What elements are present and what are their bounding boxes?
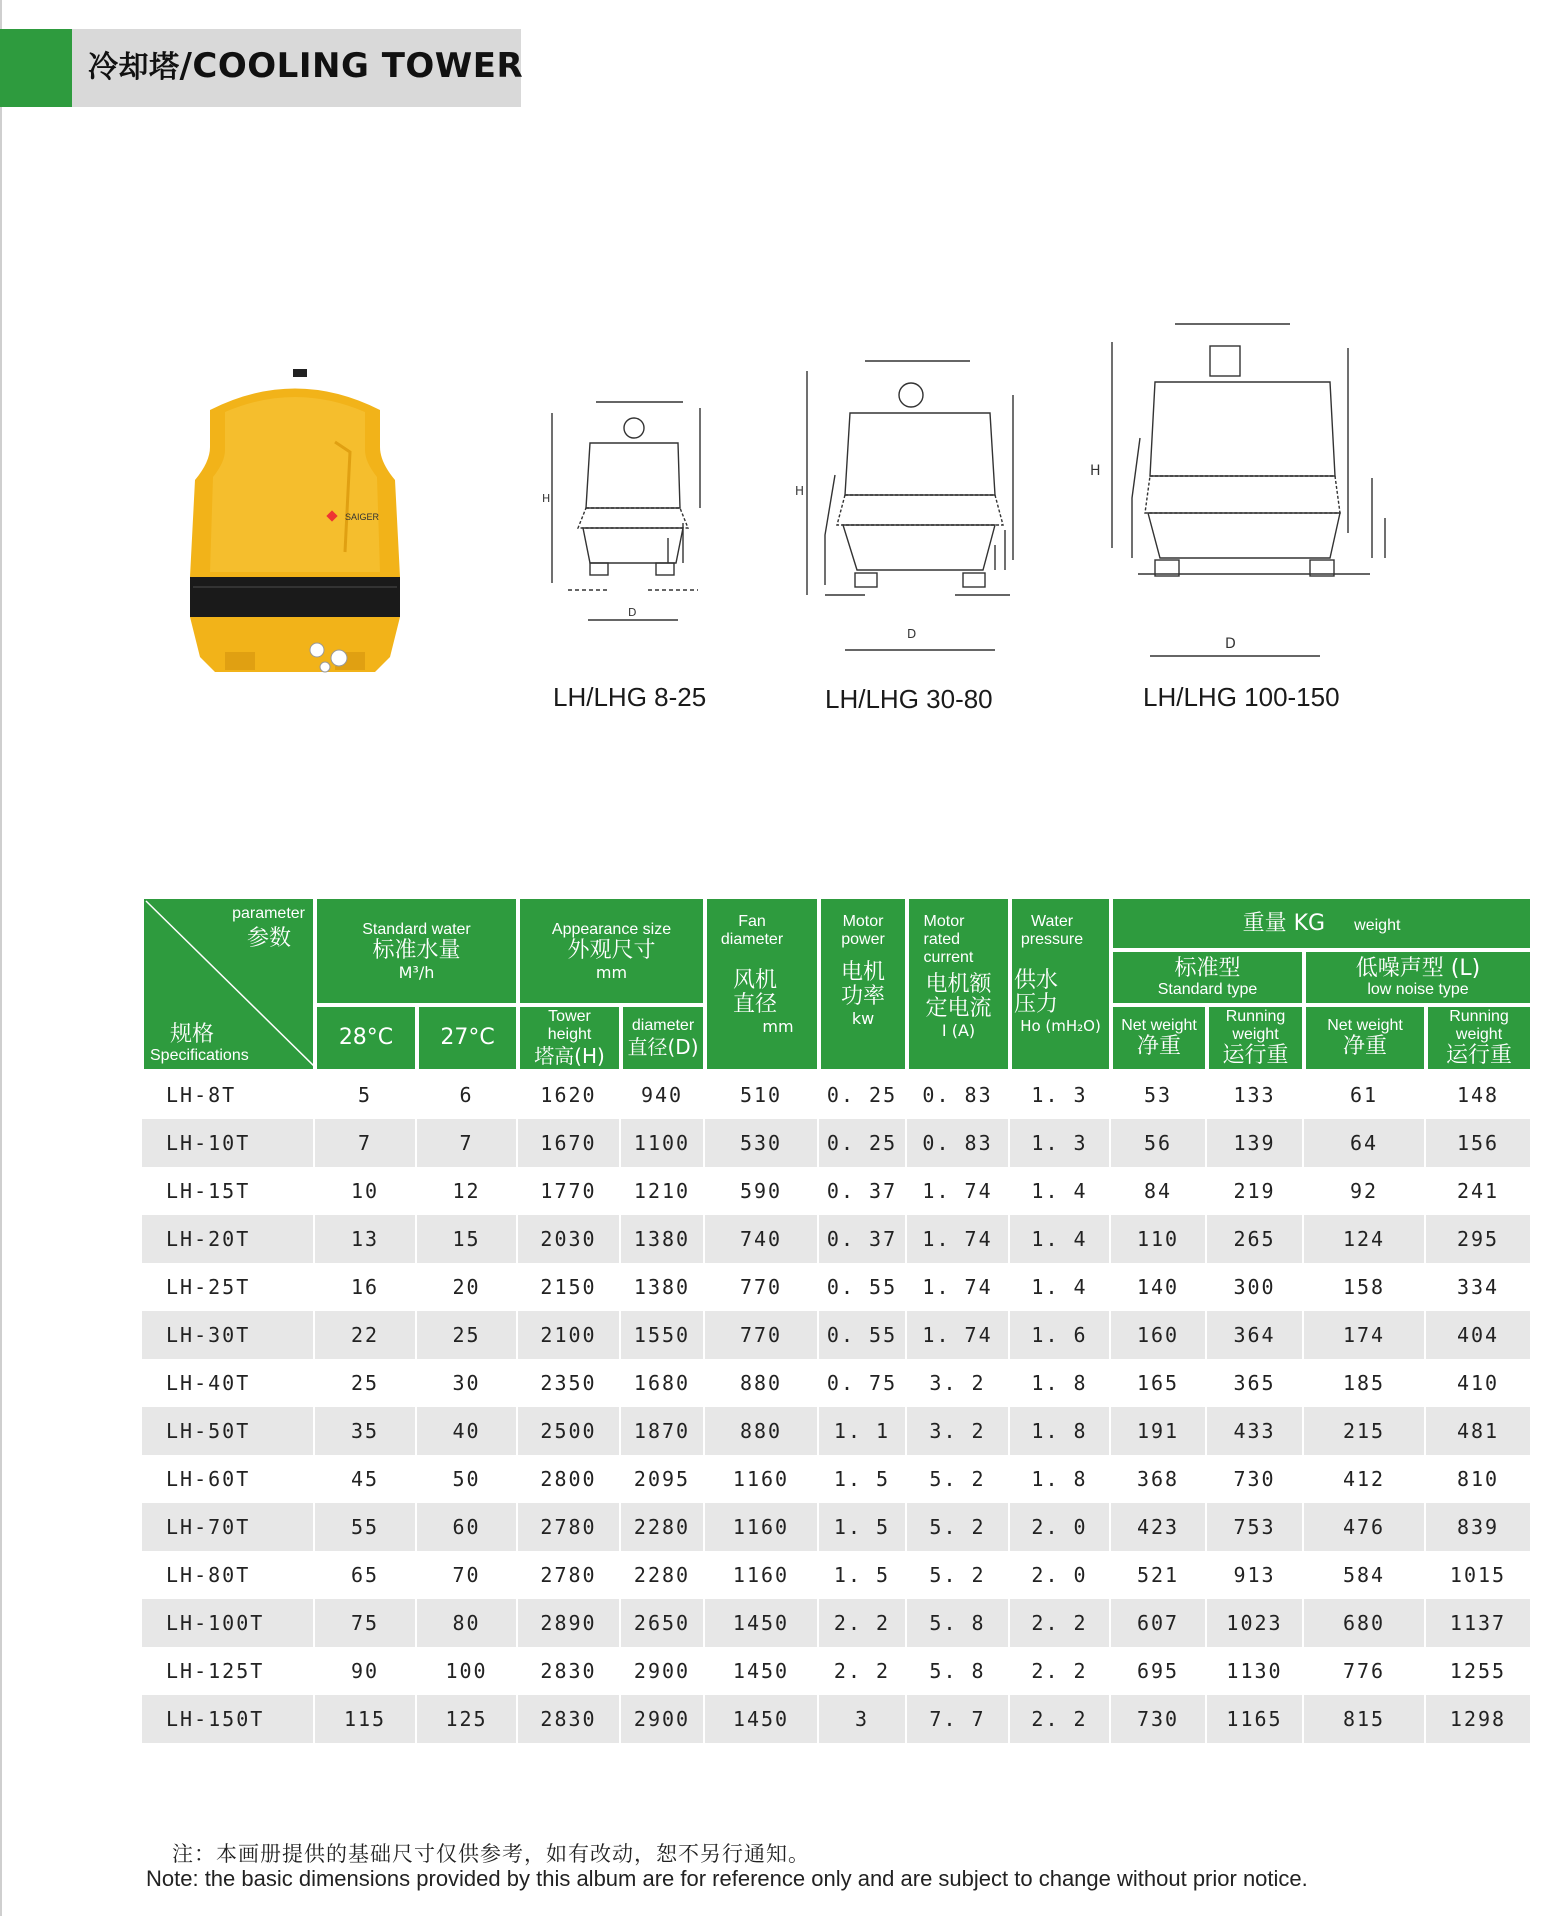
model-cell: LH-20T — [142, 1215, 315, 1263]
table-cell: 2800 — [518, 1455, 621, 1503]
ln-running-weight-en: Running weight — [1449, 1008, 1509, 1044]
water-pressure-unit: Ho (mH₂O) — [1020, 1017, 1101, 1035]
water-pressure-en: Water pressure — [1020, 913, 1084, 948]
table-cell: 839 — [1426, 1503, 1532, 1551]
model-cell: LH-10T — [142, 1119, 315, 1167]
weight-cn: 重量 KG — [1242, 910, 1326, 936]
height-label: H — [795, 484, 805, 498]
table-cell: 3 — [819, 1695, 907, 1743]
diagram-label-small: LH/LHG 8-25 — [553, 682, 707, 712]
table-cell: 1450 — [705, 1647, 819, 1695]
spec-label-cn: 规格 — [170, 1022, 215, 1047]
table-cell: 1870 — [621, 1407, 705, 1455]
table-row — [142, 1551, 1532, 1599]
table-cell: 15 — [417, 1215, 518, 1263]
standard-water-en: Standard water — [362, 920, 471, 938]
table-cell: 1160 — [705, 1503, 819, 1551]
table-cell: 364 — [1207, 1311, 1304, 1359]
table-cell: 334 — [1426, 1263, 1532, 1311]
table-cell: 10 — [315, 1167, 417, 1215]
motor-power-unit: kw — [851, 1009, 875, 1028]
table-cell: 940 — [621, 1071, 705, 1119]
table-cell: 0. 75 — [819, 1359, 907, 1407]
low-noise-en: low noise type — [1367, 980, 1469, 998]
table-cell: 530 — [705, 1119, 819, 1167]
model-cell: LH-125T — [142, 1647, 315, 1695]
page-title — [88, 46, 523, 86]
standard-water-unit: M³/h — [398, 962, 435, 982]
page-border — [0, 0, 2, 1916]
table-cell: 70 — [417, 1551, 518, 1599]
std-running-weight-header — [1207, 1005, 1304, 1071]
std-running-weight-cn: 运行重 — [1222, 1043, 1289, 1069]
table-cell: 7. 7 — [907, 1695, 1010, 1743]
table-cell: 590 — [705, 1167, 819, 1215]
table-cell: 16 — [315, 1263, 417, 1311]
model-cell: LH-80T — [142, 1551, 315, 1599]
ln-net-weight-en: Net weight — [1327, 1017, 1403, 1035]
table-cell: 481 — [1426, 1407, 1532, 1455]
table-cell: 156 — [1426, 1119, 1532, 1167]
table-cell: 1. 8 — [1010, 1407, 1111, 1455]
table-cell: 3. 2 — [907, 1359, 1010, 1407]
table-cell: 810 — [1426, 1455, 1532, 1503]
table-cell: 1023 — [1207, 1599, 1304, 1647]
table-cell: 1. 5 — [819, 1503, 907, 1551]
table-cell: 1100 — [621, 1119, 705, 1167]
motor-power-header — [819, 897, 907, 1071]
table-cell: 423 — [1111, 1503, 1207, 1551]
table-cell: 913 — [1207, 1551, 1304, 1599]
table-cell: 12 — [417, 1167, 518, 1215]
appearance-unit: mm — [595, 962, 628, 982]
fan-unit: mm — [762, 1017, 794, 1036]
appearance-cn: 外观尺寸 — [567, 937, 656, 963]
table-cell: 40 — [417, 1407, 518, 1455]
table-cell: 1. 6 — [1010, 1311, 1111, 1359]
table-cell: 55 — [315, 1503, 417, 1551]
motor-current-en: Motor rated current — [923, 913, 974, 966]
table-cell: 1. 4 — [1010, 1167, 1111, 1215]
param-label-en: parameter — [232, 905, 305, 922]
table-cell: 265 — [1207, 1215, 1304, 1263]
table-cell: 815 — [1304, 1695, 1426, 1743]
table-cell: 1680 — [621, 1359, 705, 1407]
tower-height-cn: 塔高(H) — [534, 1044, 605, 1069]
table-cell: 584 — [1304, 1551, 1426, 1599]
diameter-label: D — [907, 627, 917, 641]
table-row — [142, 1503, 1532, 1551]
table-cell: 90 — [315, 1647, 417, 1695]
table-cell: 730 — [1207, 1455, 1304, 1503]
table-row — [142, 1455, 1532, 1503]
std-net-weight-header — [1111, 1005, 1207, 1071]
table-cell: 1670 — [518, 1119, 621, 1167]
table-cell: 92 — [1304, 1167, 1426, 1215]
table-cell: 84 — [1111, 1167, 1207, 1215]
table-cell: 5. 2 — [907, 1551, 1010, 1599]
table-cell: 1015 — [1426, 1551, 1532, 1599]
table-cell: 1298 — [1426, 1695, 1532, 1743]
table-cell: 770 — [705, 1263, 819, 1311]
table-cell: 1. 4 — [1010, 1263, 1111, 1311]
ln-net-weight-header — [1304, 1005, 1426, 1071]
table-cell: 1380 — [621, 1215, 705, 1263]
fan-en: Fan diameter — [720, 913, 784, 948]
diagram-large-tower — [1090, 318, 1400, 668]
low-noise-cn: 低噪声型 (L) — [1355, 955, 1481, 981]
table-cell: 64 — [1304, 1119, 1426, 1167]
param-label-cn: 参数 — [246, 926, 291, 951]
low-noise-header — [1304, 950, 1532, 1005]
standard-water-header — [315, 897, 518, 1005]
diameter-header — [621, 1005, 705, 1071]
table-row — [142, 1359, 1532, 1407]
model-cell: LH-100T — [142, 1599, 315, 1647]
table-cell: 2650 — [621, 1599, 705, 1647]
table-cell: 2. 2 — [1010, 1695, 1111, 1743]
table-cell: 680 — [1304, 1599, 1426, 1647]
appearance-header — [518, 897, 705, 1005]
table-cell: 730 — [1111, 1695, 1207, 1743]
table-cell: 770 — [705, 1311, 819, 1359]
table-cell: 1. 3 — [1010, 1071, 1111, 1119]
cooling-tower-photo — [185, 362, 405, 682]
table-cell: 100 — [417, 1647, 518, 1695]
diameter-cn: 直径(D) — [627, 1035, 699, 1060]
table-cell: 0. 83 — [907, 1119, 1010, 1167]
temp-28: 28°C — [338, 1025, 394, 1051]
table-cell: 2. 2 — [819, 1647, 907, 1695]
height-label: H — [1090, 463, 1101, 479]
table-cell: 2. 2 — [1010, 1599, 1111, 1647]
model-cell: LH-15T — [142, 1167, 315, 1215]
table-cell: 1130 — [1207, 1647, 1304, 1695]
diagram-medium-tower — [795, 355, 1035, 655]
table-cell: 75 — [315, 1599, 417, 1647]
temp-27: 27°C — [440, 1025, 495, 1051]
model-cell: LH-150T — [142, 1695, 315, 1743]
water-pressure-header — [1010, 897, 1111, 1071]
table-cell: 1. 8 — [1010, 1455, 1111, 1503]
diameter-en: diameter — [631, 1017, 695, 1035]
height-label: H — [542, 492, 551, 505]
table-cell: 6 — [417, 1071, 518, 1119]
table-cell: 185 — [1304, 1359, 1426, 1407]
table-cell: 1. 5 — [819, 1455, 907, 1503]
standard-type-en: Standard type — [1157, 980, 1258, 998]
table-cell: 7 — [417, 1119, 518, 1167]
table-cell: 404 — [1426, 1311, 1532, 1359]
std-running-weight-en: Running weight — [1225, 1008, 1286, 1044]
table-cell: 521 — [1111, 1551, 1207, 1599]
table-cell: 65 — [315, 1551, 417, 1599]
table-cell: 241 — [1426, 1167, 1532, 1215]
table-cell: 139 — [1207, 1119, 1304, 1167]
table-cell: 140 — [1111, 1263, 1207, 1311]
table-cell: 5. 8 — [907, 1647, 1010, 1695]
spec-table — [142, 897, 1532, 1743]
model-cell: LH-70T — [142, 1503, 315, 1551]
diagram-small-tower — [528, 398, 728, 638]
table-cell: 2900 — [621, 1647, 705, 1695]
table-cell: 2830 — [518, 1647, 621, 1695]
table-cell: 880 — [705, 1407, 819, 1455]
table-cell: 80 — [417, 1599, 518, 1647]
diagram-label-medium: LH/LHG 30-80 — [825, 684, 993, 714]
table-cell: 1. 8 — [1010, 1359, 1111, 1407]
table-cell: 0. 55 — [819, 1263, 907, 1311]
table-cell: 5. 2 — [907, 1455, 1010, 1503]
table-row — [142, 1263, 1532, 1311]
table-cell: 125 — [417, 1695, 518, 1743]
spec-table-body — [142, 1071, 1532, 1743]
table-cell: 124 — [1304, 1215, 1426, 1263]
table-cell: 215 — [1304, 1407, 1426, 1455]
note-cn: 注：本画册提供的基础尺寸仅供参考，如有改动，恕不另行通知。 — [172, 1842, 810, 1866]
model-cell: LH-30T — [142, 1311, 315, 1359]
table-cell: 1450 — [705, 1599, 819, 1647]
table-cell: 300 — [1207, 1263, 1304, 1311]
motor-current-unit: I (A) — [941, 1021, 976, 1040]
standard-type-header — [1111, 950, 1304, 1005]
ln-net-weight-cn: 净重 — [1343, 1034, 1388, 1060]
title-separator: / — [179, 46, 193, 86]
table-cell: 880 — [705, 1359, 819, 1407]
table-cell: 25 — [417, 1311, 518, 1359]
table-cell: 1137 — [1426, 1599, 1532, 1647]
table-cell: 1. 1 — [819, 1407, 907, 1455]
motor-current-header — [907, 897, 1010, 1071]
table-cell: 1. 74 — [907, 1263, 1010, 1311]
temp-28-header — [315, 1005, 417, 1071]
table-cell: 160 — [1111, 1311, 1207, 1359]
water-pressure-cn: 供水压力 — [1014, 968, 1059, 1017]
note-en: Note: the basic dimensions provided by this album are for reference only and are subject to change without prior notice. — [146, 1866, 1308, 1891]
table-cell: 60 — [417, 1503, 518, 1551]
table-cell: 0. 83 — [907, 1071, 1010, 1119]
model-cell: LH-8T — [142, 1071, 315, 1119]
table-cell: 0. 25 — [819, 1071, 907, 1119]
table-cell: 1. 74 — [907, 1311, 1010, 1359]
table-cell: 2100 — [518, 1311, 621, 1359]
table-cell: 0. 25 — [819, 1119, 907, 1167]
table-cell: 1620 — [518, 1071, 621, 1119]
ln-running-weight-cn: 运行重 — [1446, 1043, 1513, 1069]
table-cell: 695 — [1111, 1647, 1207, 1695]
table-row — [142, 1071, 1532, 1119]
model-cell: LH-25T — [142, 1263, 315, 1311]
spec-label-en: Specifications — [150, 1047, 249, 1064]
table-cell: 110 — [1111, 1215, 1207, 1263]
table-cell: 2780 — [518, 1551, 621, 1599]
table-cell: 165 — [1111, 1359, 1207, 1407]
param-spec-header — [142, 897, 315, 1071]
table-cell: 30 — [417, 1359, 518, 1407]
table-cell: 219 — [1207, 1167, 1304, 1215]
table-cell: 2030 — [518, 1215, 621, 1263]
weight-header — [1111, 897, 1532, 950]
table-cell: 2280 — [621, 1503, 705, 1551]
table-cell: 476 — [1304, 1503, 1426, 1551]
table-cell: 2. 0 — [1010, 1551, 1111, 1599]
table-row — [142, 1647, 1532, 1695]
table-cell: 22 — [315, 1311, 417, 1359]
table-cell: 368 — [1111, 1455, 1207, 1503]
table-cell: 1. 74 — [907, 1167, 1010, 1215]
temp-27-header — [417, 1005, 518, 1071]
tower-height-en: Tower height — [547, 1008, 592, 1044]
table-cell: 607 — [1111, 1599, 1207, 1647]
tower-height-header — [518, 1005, 621, 1071]
motor-power-cn: 电机功率 — [841, 960, 886, 1009]
table-cell: 61 — [1304, 1071, 1426, 1119]
table-cell: 1210 — [621, 1167, 705, 1215]
table-cell: 0. 55 — [819, 1311, 907, 1359]
header-accent-block — [0, 29, 72, 107]
table-cell: 2830 — [518, 1695, 621, 1743]
table-cell: 2. 0 — [1010, 1503, 1111, 1551]
title-en: COOLING TOWER — [192, 46, 524, 86]
table-cell: 2500 — [518, 1407, 621, 1455]
table-row — [142, 1215, 1532, 1263]
table-cell: 776 — [1304, 1647, 1426, 1695]
std-net-weight-en: Net weight — [1121, 1017, 1197, 1035]
table-cell: 1550 — [621, 1311, 705, 1359]
table-cell: 0. 37 — [819, 1215, 907, 1263]
model-cell: LH-40T — [142, 1359, 315, 1407]
table-cell: 174 — [1304, 1311, 1426, 1359]
table-row — [142, 1599, 1532, 1647]
table-cell: 56 — [1111, 1119, 1207, 1167]
table-row — [142, 1311, 1532, 1359]
standard-water-cn: 标准水量 — [372, 937, 461, 963]
table-cell: 2095 — [621, 1455, 705, 1503]
diameter-label: D — [628, 606, 637, 619]
table-cell: 2. 2 — [1010, 1647, 1111, 1695]
std-net-weight-cn: 净重 — [1137, 1034, 1182, 1060]
table-cell: 1450 — [705, 1695, 819, 1743]
table-cell: 3. 2 — [907, 1407, 1010, 1455]
model-cell: LH-60T — [142, 1455, 315, 1503]
table-cell: 1160 — [705, 1551, 819, 1599]
table-cell: 1. 5 — [819, 1551, 907, 1599]
appearance-en: Appearance size — [551, 920, 672, 938]
table-cell: 412 — [1304, 1455, 1426, 1503]
table-cell: 1770 — [518, 1167, 621, 1215]
table-cell: 295 — [1426, 1215, 1532, 1263]
table-cell: 2280 — [621, 1551, 705, 1599]
table-cell: 0. 37 — [819, 1167, 907, 1215]
table-cell: 740 — [705, 1215, 819, 1263]
table-cell: 2. 2 — [819, 1599, 907, 1647]
product-logo: SAIGER — [345, 512, 380, 522]
table-cell: 1380 — [621, 1263, 705, 1311]
table-cell: 1255 — [1426, 1647, 1532, 1695]
table-cell: 1. 4 — [1010, 1215, 1111, 1263]
table-cell: 53 — [1111, 1071, 1207, 1119]
table-cell: 25 — [315, 1359, 417, 1407]
table-row — [142, 1407, 1532, 1455]
model-cell: LH-50T — [142, 1407, 315, 1455]
table-cell: 1. 3 — [1010, 1119, 1111, 1167]
table-cell: 115 — [315, 1695, 417, 1743]
table-cell: 5 — [315, 1071, 417, 1119]
table-cell: 7 — [315, 1119, 417, 1167]
fan-header — [705, 897, 819, 1071]
table-row — [142, 1119, 1532, 1167]
table-cell: 20 — [417, 1263, 518, 1311]
table-cell: 753 — [1207, 1503, 1304, 1551]
table-cell: 1. 74 — [907, 1215, 1010, 1263]
diagram-label-large: LH/LHG 100-150 — [1143, 682, 1340, 712]
table-row — [142, 1695, 1532, 1743]
table-cell: 35 — [315, 1407, 417, 1455]
ln-running-weight-header — [1426, 1005, 1532, 1071]
table-cell: 50 — [417, 1455, 518, 1503]
diameter-label: D — [1225, 636, 1236, 652]
table-cell: 433 — [1207, 1407, 1304, 1455]
standard-type-cn: 标准型 — [1174, 955, 1241, 981]
table-cell: 133 — [1207, 1071, 1304, 1119]
table-cell: 1165 — [1207, 1695, 1304, 1743]
table-cell: 510 — [705, 1071, 819, 1119]
motor-power-en: Motor power — [841, 913, 885, 948]
table-cell: 158 — [1304, 1263, 1426, 1311]
table-cell: 1160 — [705, 1455, 819, 1503]
table-row — [142, 1167, 1532, 1215]
table-cell: 5. 2 — [907, 1503, 1010, 1551]
table-cell: 148 — [1426, 1071, 1532, 1119]
table-cell: 2150 — [518, 1263, 621, 1311]
title-cn: 冷却塔 — [88, 50, 180, 85]
table-cell: 410 — [1426, 1359, 1532, 1407]
table-cell: 191 — [1111, 1407, 1207, 1455]
table-cell: 13 — [315, 1215, 417, 1263]
fan-cn: 风机直径 — [733, 968, 778, 1017]
motor-current-cn: 电机额定电流 — [925, 972, 992, 1021]
table-cell: 45 — [315, 1455, 417, 1503]
table-cell: 2780 — [518, 1503, 621, 1551]
table-cell: 5. 8 — [907, 1599, 1010, 1647]
table-cell: 365 — [1207, 1359, 1304, 1407]
table-cell: 2350 — [518, 1359, 621, 1407]
table-cell: 2900 — [621, 1695, 705, 1743]
weight-en: weight — [1354, 916, 1401, 934]
table-cell: 2890 — [518, 1599, 621, 1647]
